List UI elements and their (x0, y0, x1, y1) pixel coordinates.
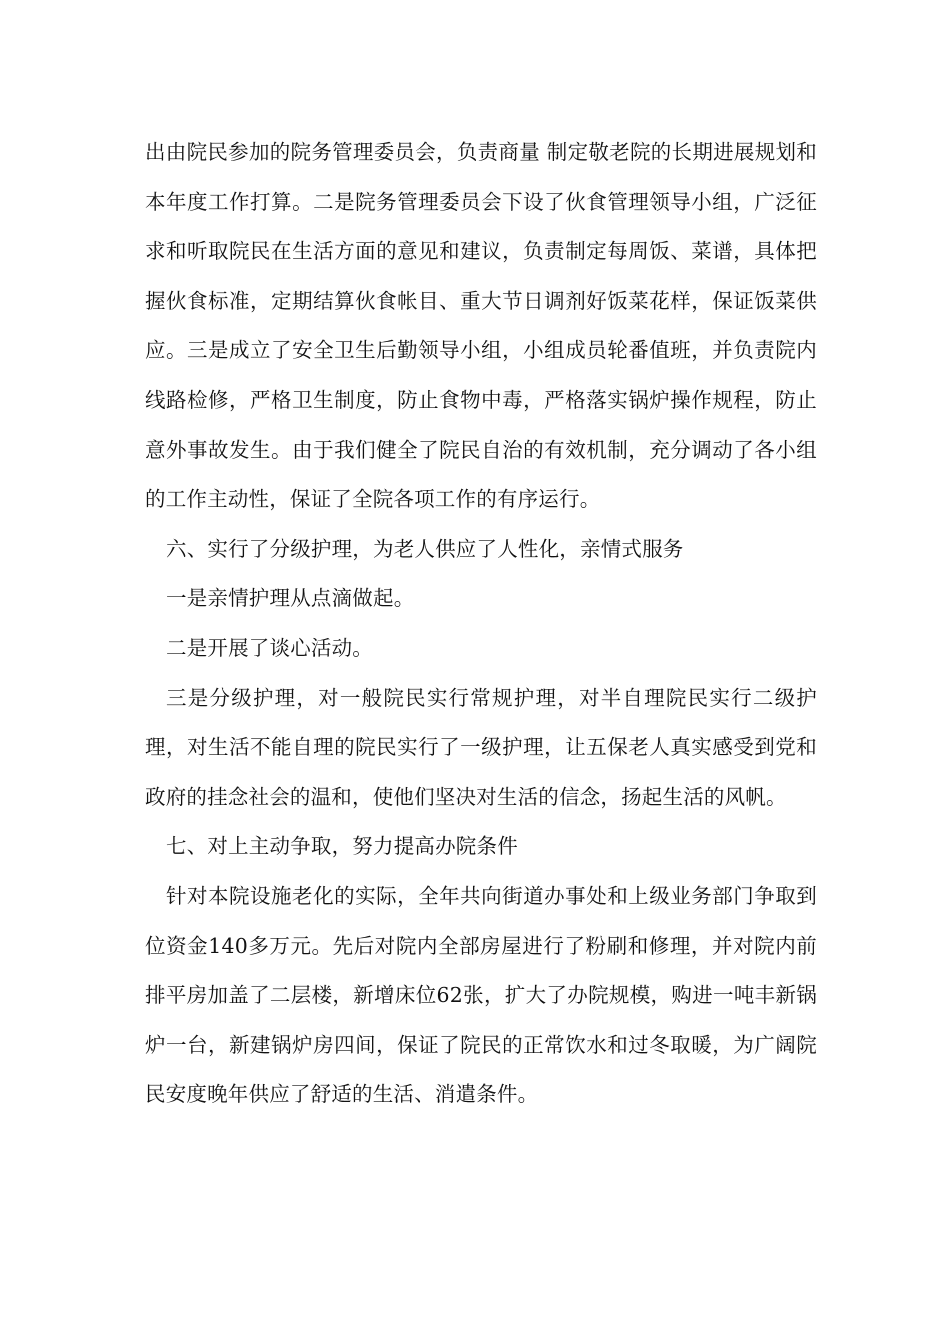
document-body (145, 128, 817, 1120)
paragraph-funding: 针对本院设施老化的实际，全年共向街道办事处和上级业务部门争取到位资金140多万元。先后对院内全部房屋进行了粉刷和修理，并对院内前排平房加盖了二层楼，新增床位62张，扩大了办院规模，购进一吨丰新锅炉一台，新建锅炉房四间，保证了院民的正常饮水和过冬取暖，为广阔院民安度晚年供应了舒适的生活、消遣条件。 (145, 883, 817, 1107)
paragraph-care-3: 三是分级护理，对一般院民实行常规护理，对半自理院民实行二级护理，对生活不能自理的院民实行了一级护理，让五保老人真实感受到党和政府的挂念社会的温和，使他们坚决对生活的信念，扬起生活的风帆。 (145, 685, 817, 809)
section-heading-7: 七、对上主动争取，努力提高办院条件 (166, 834, 518, 859)
paragraph-committee: 出由院民参加的院务管理委员会，负责商量 制定敬老院的长期进展规划和本年度工作打算。二是院务管理委员会下设了伙食管理领导小组，广泛征求和听取院民在生活方面的意见和建议，负责制定每周饭、菜谱，具体把握伙食标准，定期结算伙食帐目、重大节日调剂好饭菜花样，保证饭菜供应。三是成立了安全卫生后勤领导小组，小组成员轮番值班，并负责院内线路检修，严格卫生制度，防止食物中毒，严格落实锅炉操作规程，防止意外事故发生。由于我们健全了院民自治的有效机制，充分调动了各小组的工作主动性，保证了全院各项工作的有序运行。 (145, 140, 817, 512)
section-heading-6: 六、实行了分级护理，为老人供应了人性化，亲情式服务 (166, 536, 684, 561)
paragraph-care-1: 一是亲情护理从点滴做起。 (166, 586, 415, 611)
paragraph-care-2: 二是开展了谈心活动。 (166, 635, 373, 660)
